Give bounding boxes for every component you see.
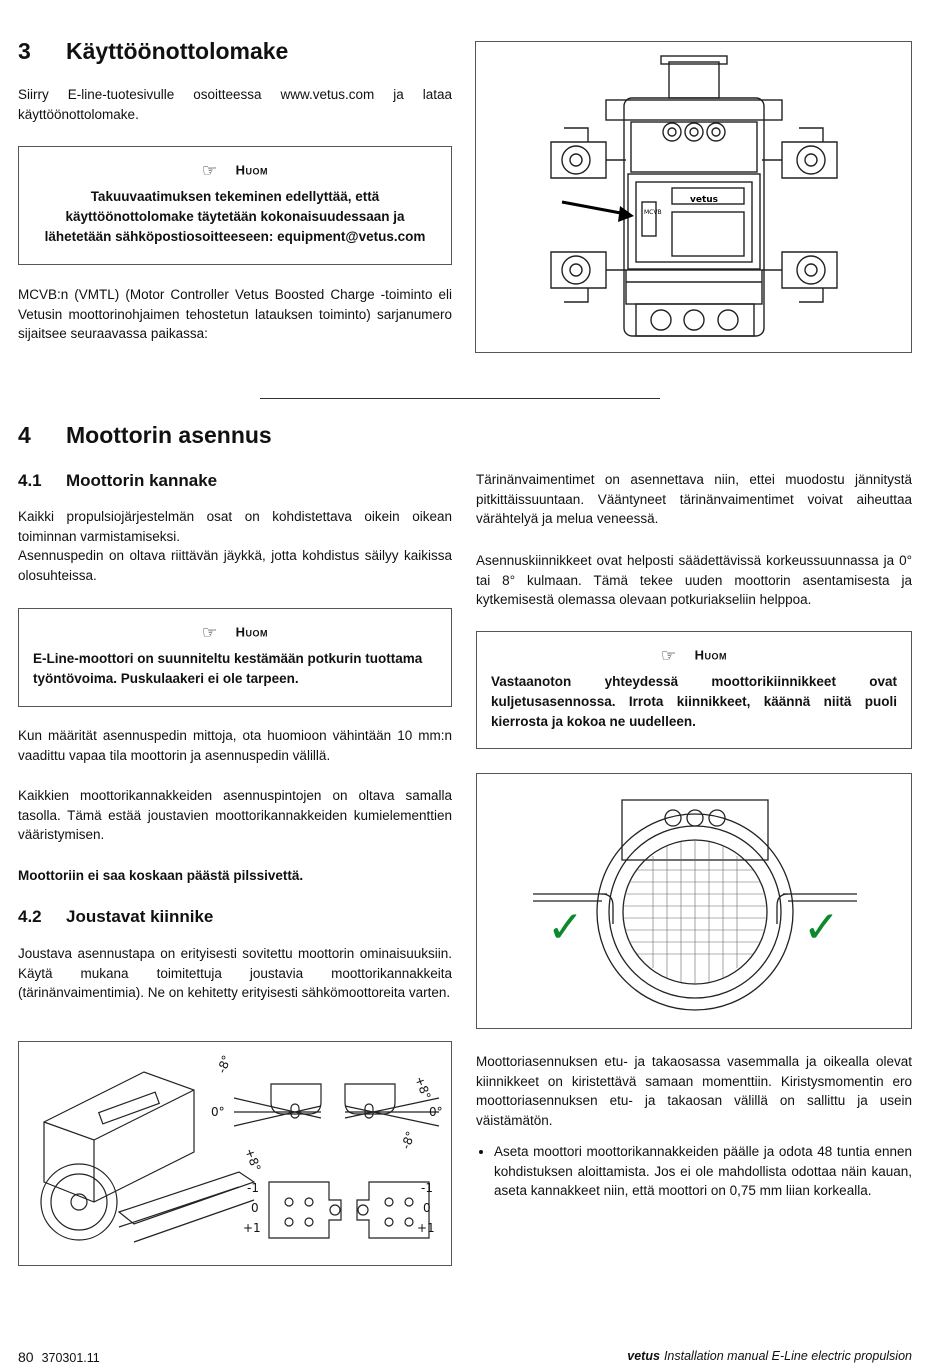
angle-label-zero-left: 0°	[211, 1105, 225, 1119]
manual-title: Installation manual E-Line electric propulsion	[663, 1349, 912, 1363]
level-label-minus1-left: -1	[247, 1181, 259, 1195]
instruction-list	[476, 1142, 912, 1201]
note-label: Huom	[235, 162, 269, 178]
footer-left	[18, 1349, 100, 1365]
section-number: 3	[18, 38, 31, 64]
paragraph: Asennuspedin on oltava riittävän jäykkä, jotta kohdistus säilyy kaikissa olosuhteissa.	[18, 548, 452, 583]
flexible-mounts-figure	[18, 1041, 452, 1266]
level-label-plus1-left: +1	[243, 1221, 261, 1235]
note-box-thrust	[18, 608, 452, 707]
document-number: 370301.11	[41, 1351, 100, 1365]
page-number: 80	[18, 1349, 34, 1365]
level-label-zero-right: 0	[423, 1201, 431, 1215]
motor-front-drawing	[477, 774, 911, 1028]
note-text: Takuuvaatimuksen tekeminen edellyttää, että käyttöönottolomake täytetään kokonaisuudessaan ja lähetetään sähköpostiosoitteeseen: equipment@vetus.com	[44, 189, 426, 244]
note-text: Vastaanoton yhteydessä moottorikiinnikkeet ovat kuljetusasennossa. Irrota kiinnikkeet, käännä niitä puoli kierrosta ja kokoa ne uudelleen.	[491, 674, 897, 729]
serial-number-text: MCVB:n (VMTL) (Motor Controller Vetus Boosted Charge -toiminto eli Vetusin moottorinohjaimen tehostetun latauksen toiminto) sarjanumero sijaitsee seuraavassa paikassa:	[18, 287, 452, 342]
motor-controller-figure	[475, 41, 912, 353]
flexible-mounts-drawing	[19, 1042, 451, 1265]
section-4-1-text	[18, 507, 452, 585]
subsection-4-2-heading	[18, 907, 213, 927]
list-item: • Aseta moottori moottorikannakkeiden päälle ja odota 48 tuntia ennen kohdistuksen aloittamista. Jos ei ole mahdollista odottaa näin kauan, aseta kannakkeet niin, että moottori on 0,75 mm liian korkealla.	[494, 1142, 912, 1201]
pointing-hand-icon: ☞	[201, 161, 218, 180]
section-number: 4	[18, 422, 31, 448]
section-title: Moottorin asennus	[66, 422, 272, 448]
checkmark-icon-right: ✓	[803, 903, 840, 952]
paragraph-clearance: Kun määrität asennuspedin mittoja, ota huomioon vähintään 10 mm:n vaadittu vapaa tila moottorin ja asennuspedin välillä.	[18, 728, 452, 763]
note-box-warranty	[18, 146, 452, 265]
note-header	[19, 161, 451, 181]
subsection-title: Moottorin kannake	[66, 471, 218, 490]
note-box-transport-position	[476, 631, 912, 749]
subsection-number: 4.2	[18, 907, 42, 926]
note-header	[19, 623, 451, 643]
brand-label: vetus	[690, 195, 719, 205]
paragraph-bilge-warning: Moottoriin ei saa koskaan päästä pilssivettä.	[18, 868, 304, 883]
section-title: Käyttöönottolomake	[66, 38, 289, 64]
section-3-heading	[18, 38, 288, 65]
level-label-zero-left: 0	[251, 1201, 259, 1215]
section-4-heading	[18, 422, 272, 449]
paragraph-flexible-mounting: Joustava asennustapa on erityisesti sovitettu moottorin ominaisuuksiin. Käytä mukana toimitettuja joustavia moottorikannakkeita (tärinänvaimentimia). Ne on kehitetty erityisesti sähkömoottoreita varten.	[18, 946, 452, 1001]
plate-label: MCVB	[644, 209, 662, 216]
vetus-logo: vetus	[627, 1349, 660, 1363]
level-label-minus1-right: -1	[421, 1181, 433, 1195]
pointing-hand-icon: ☞	[660, 646, 677, 665]
pointing-hand-icon: ☞	[201, 623, 218, 642]
footer-right	[627, 1349, 912, 1363]
section-divider	[260, 398, 660, 399]
paragraph: Kaikki propulsiojärjestelmän osat on kohdistettava oikein oikean toiminnan varmistamiseksi.	[18, 509, 452, 544]
subsection-4-1-heading	[18, 471, 217, 491]
motor-front-figure	[476, 773, 912, 1029]
angle-label-minus8-right: -8°	[398, 1129, 418, 1152]
note-text: E-Line-moottori on suunniteltu kestämään potkurin tuottama työntövoima. Puskulaakeri ei ole tarpeen.	[33, 651, 423, 686]
paragraph-tightening-torque: Moottoriasennuksen etu- ja takaosassa vasemmalla ja oikealla olevat kiinnikkeet on kiristettävä samaan momenttiin. Kiristysmomentin ero moottoriasennuksen etu- ja takaosan välillä on sallittu ja usein väistämätön.	[476, 1054, 912, 1128]
paragraph-adjustable-brackets: Asennuskiinnikkeet ovat helposti säädettävissä korkeussuunnassa ja 0° tai 8° kulmaan. Tämä tekee uuden moottorin asentamisesta ja kytkemisestä olemassa olevaan potkuriakseliin helppoa.	[476, 553, 912, 608]
checkmark-icon-left: ✓	[547, 903, 584, 952]
angle-label-minus8-left: -8°	[214, 1053, 234, 1076]
motor-top-view-drawing	[476, 42, 911, 352]
angle-label-zero-right: 0°	[429, 1105, 443, 1119]
level-label-plus1-right: +1	[417, 1221, 435, 1235]
note-label: Huom	[694, 647, 728, 663]
paragraph-dampers: Tärinänvaimentimet on asennettava niin, ettei muodostu jännitystä pitkittäissuuntaan. Vääntyneet tärinänvaimentimet voivat aiheuttaa värähtelyä ja melua veneessä.	[476, 472, 912, 527]
angle-label-plus8-left: +8°	[242, 1146, 264, 1174]
note-label: Huom	[235, 624, 269, 640]
angle-label-plus8-right: +8°	[412, 1074, 434, 1102]
section-3-intro: Siirry E-line-tuotesivulle osoitteessa www.vetus.com ja lataa käyttöönottolomake.	[18, 87, 452, 122]
subsection-number: 4.1	[18, 471, 42, 490]
note-header	[477, 646, 911, 666]
paragraph-level-surfaces: Kaikkien moottorikannakkeiden asennuspintojen on oltava samalla tasolla. Tämä estää joustavien moottorikannakkeiden kumielementtien vääristymisen.	[18, 788, 452, 843]
subsection-title: Joustavat kiinnike	[66, 907, 214, 926]
